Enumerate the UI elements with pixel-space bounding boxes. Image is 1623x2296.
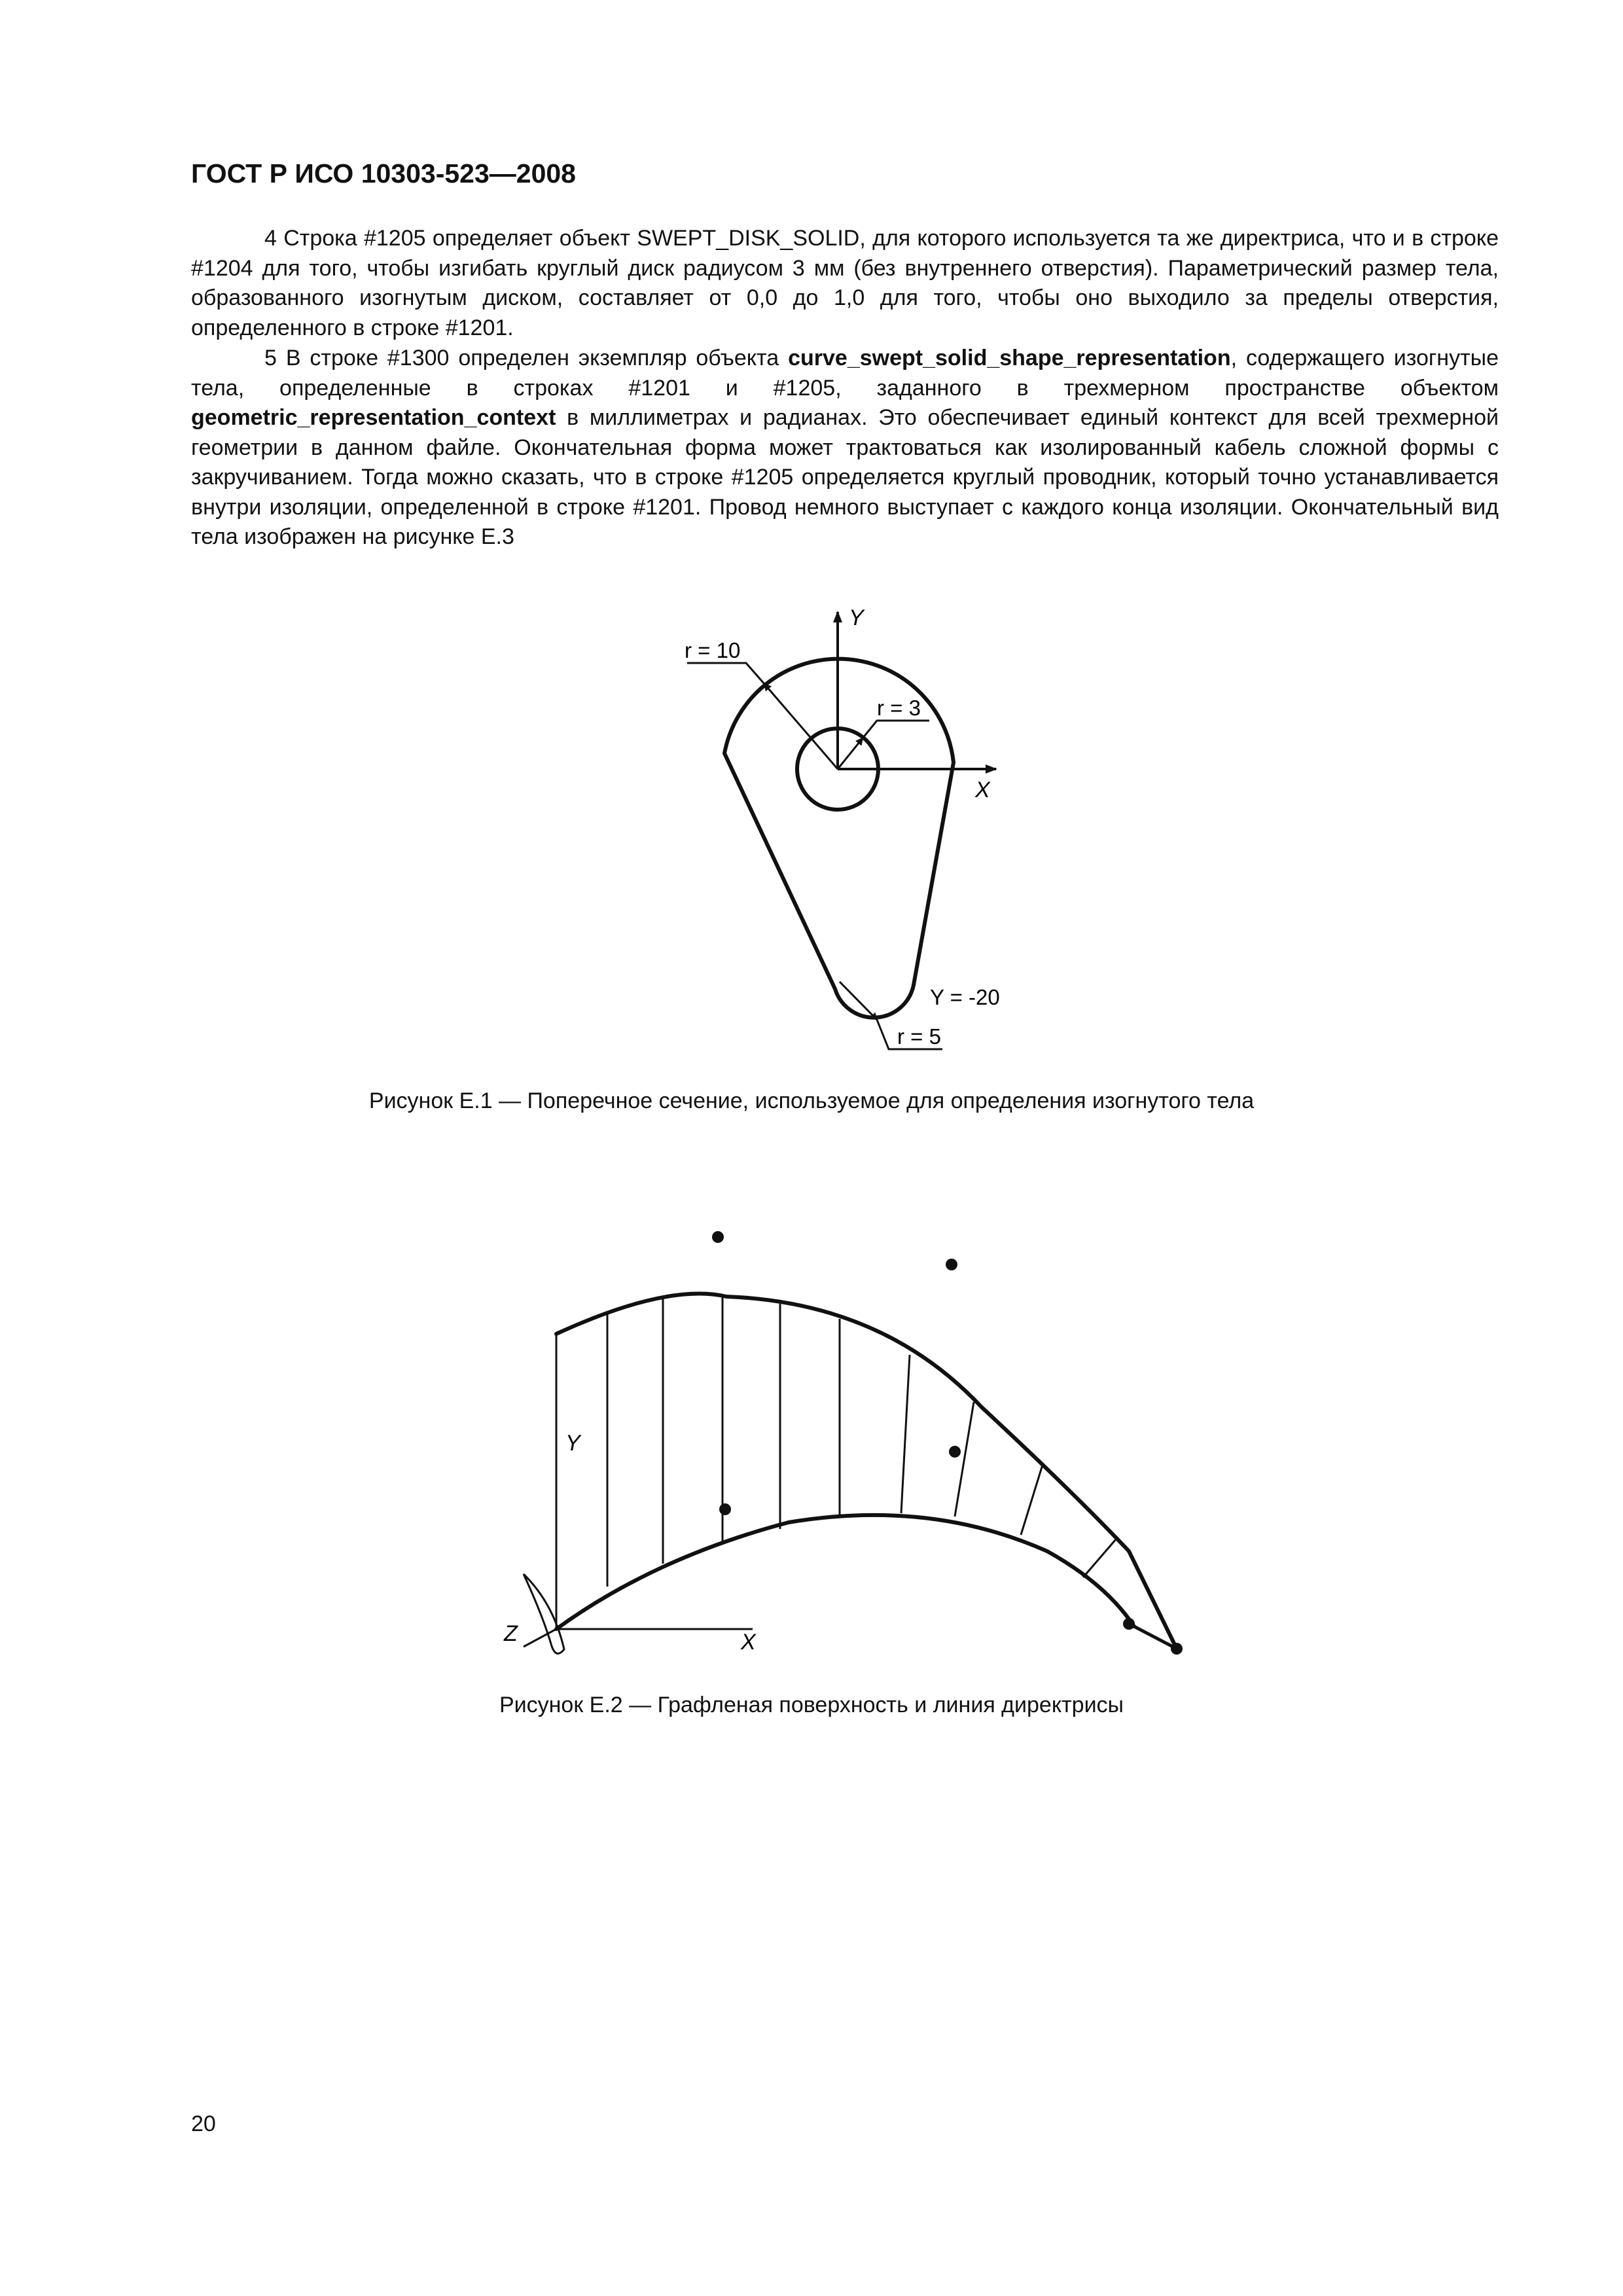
control-point — [946, 1259, 957, 1270]
label-x-axis: X — [975, 778, 990, 802]
label-r3: r = 3 — [877, 696, 921, 720]
control-point — [949, 1446, 961, 1458]
label-r10: r = 10 — [685, 638, 741, 662]
label-y-axis: Y — [849, 605, 864, 630]
directrix-curve — [556, 1515, 1134, 1629]
label-z-axis: Z — [504, 1621, 518, 1646]
control-point — [719, 1503, 731, 1515]
figure-e1-caption: Рисунок Е.1 — Поперечное сечение, используемое для определения изогнутого тела — [368, 1088, 1255, 1113]
r3-arrow — [838, 738, 863, 769]
r3-leader — [863, 721, 929, 738]
label-x-axis: X — [741, 1630, 756, 1655]
paragraph-5-text: в миллиметрах и радианах. Это обеспечивает единый контекст для всей трехмерной геометрии в данном файле. Окончательная форма может трактоваться как изолированный кабель сложной формы с закручиванием. Тогда можно сказать, что в строке #1205 определяется круглый проводник, который точно устанавливается внутри изоляции, определенной в строке #1201. Провод немного выступает с каждого конца изоляции. Окончательный вид тела изображен на рисунке Е.3 — [191, 405, 1499, 549]
document-header: ГОСТ Р ИСО 10303-523—2008 — [191, 158, 576, 188]
paragraph-5-text: , содержащего изогнутые тела, определенные в строках #1201 и #1205, заданного в трехмерном пространстве объектом — [191, 346, 1499, 401]
entity-name-representation-context: geometric_representation_context — [191, 405, 556, 430]
control-point — [1171, 1643, 1183, 1655]
figure-e2-caption: Рисунок Е.2 — Графленая поверхность и линия директрисы — [499, 1693, 1124, 1717]
label-y-axis: Y — [565, 1431, 580, 1456]
paragraph-5 — [191, 344, 1499, 552]
figure-e2-ruled-surface — [0, 1204, 1623, 1676]
r10-leader — [687, 663, 764, 684]
start-section — [524, 1574, 564, 1653]
label-y-minus20: Y = -20 — [930, 985, 1000, 1009]
upper-curve — [556, 1294, 1177, 1649]
page-number: 20 — [191, 2111, 216, 2136]
paragraph-4: 4 Строка #1205 определяет объект SWEPT_DISK_SOLID, для которого используется та же директриса, что и в строке #1204 для того, чтобы изгибать круглый диск радиусом 3 мм (без внутреннего отверстия). Параметрический размер тела, образованного изогнутым диском, составляет от 0,0 до 1,0 для того, чтобы оно выходило за пределы отверстия, определенного в строке #1201. — [191, 226, 1499, 340]
label-r5: r = 5 — [897, 1024, 941, 1049]
entity-name-shape-representation: curve_swept_solid_shape_representation — [788, 346, 1231, 370]
control-point — [1123, 1618, 1135, 1630]
control-points — [712, 1231, 1183, 1655]
control-point — [712, 1231, 724, 1243]
figure-e1-cross-section — [0, 589, 1623, 1060]
paragraph-5-text: 5 В строке #1300 определен экземпляр объекта — [264, 346, 789, 370]
